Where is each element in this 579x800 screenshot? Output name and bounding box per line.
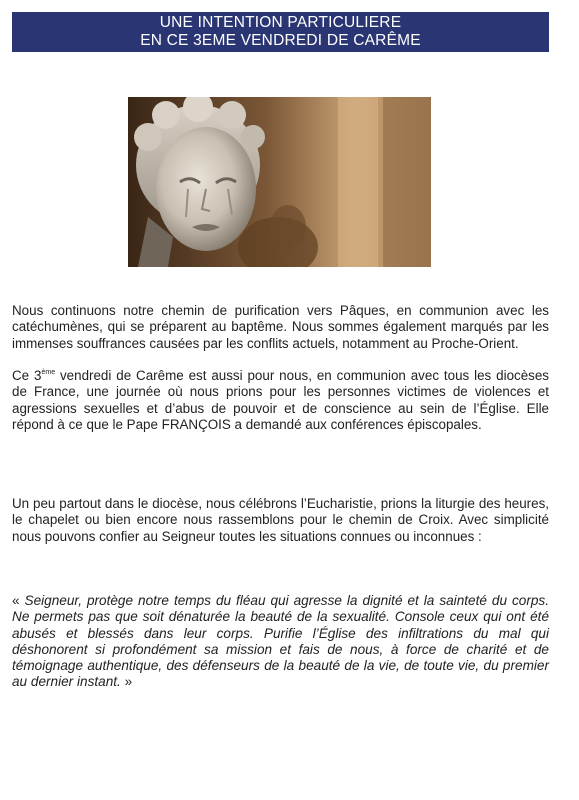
title-banner [12,12,549,52]
paragraph-2 [12,368,549,433]
paragraph-3: Un peu partout dans le diocèse, nous célébrons l’Eucharistie, prions la liturgie des heures, le chapelet ou bien encore nous rassemblons pour le chemin de Croix. Avec simplicité nous pouvons confier au Seigneur toutes les situations connues ou inconnues : [12,496,549,544]
paragraph-2-rest: vendredi de Carême est aussi pour nous, en communion avec tous les diocèses de France, une journée où nous prions pour les personnes victimes de violences et agressions sexuelles et d’abus de pouvoir et de conscience au sein de l’Église. Elle répond à ce que le Pape FRANÇOIS a demandé aux conférences épiscopales. [12,368,549,432]
prayer-text: Seigneur, protège notre temps du fléau qui agresse la dignité et la sainteté du corps. Ne permets pas que soit dénaturée la beauté de la sexualité. Console ceux qui ont été abusés et blessés dans leur corps. Purifie l’Église des infiltrations du mal qui déshonorent si profondément sa mission et fais de nous, à force de charité et de témoignage authentique, des défenseurs de la beauté de la vie, de toute vie, du premier au dernier instant. [12,593,549,690]
paragraph-1: Nous continuons notre chemin de purification vers Pâques, en communion avec les catéchumènes, qui se préparent au baptême. Nous sommes également marqués par les immenses souffrances causées par les conflits actuels, notamment au Proche-Orient. [12,303,549,351]
prayer-quote [12,593,549,691]
statue-photo [128,97,431,267]
title-line-1: UNE INTENTION PARTICULIERE [159,14,402,31]
title-line-2: EN CE 3EME VENDREDI DE CARÊME [140,32,421,49]
quote-open: « [12,593,25,608]
ordinal-superscript: ème [41,369,56,376]
paragraph-2-start: Ce 3 [12,368,42,383]
quote-close: » [120,674,133,690]
